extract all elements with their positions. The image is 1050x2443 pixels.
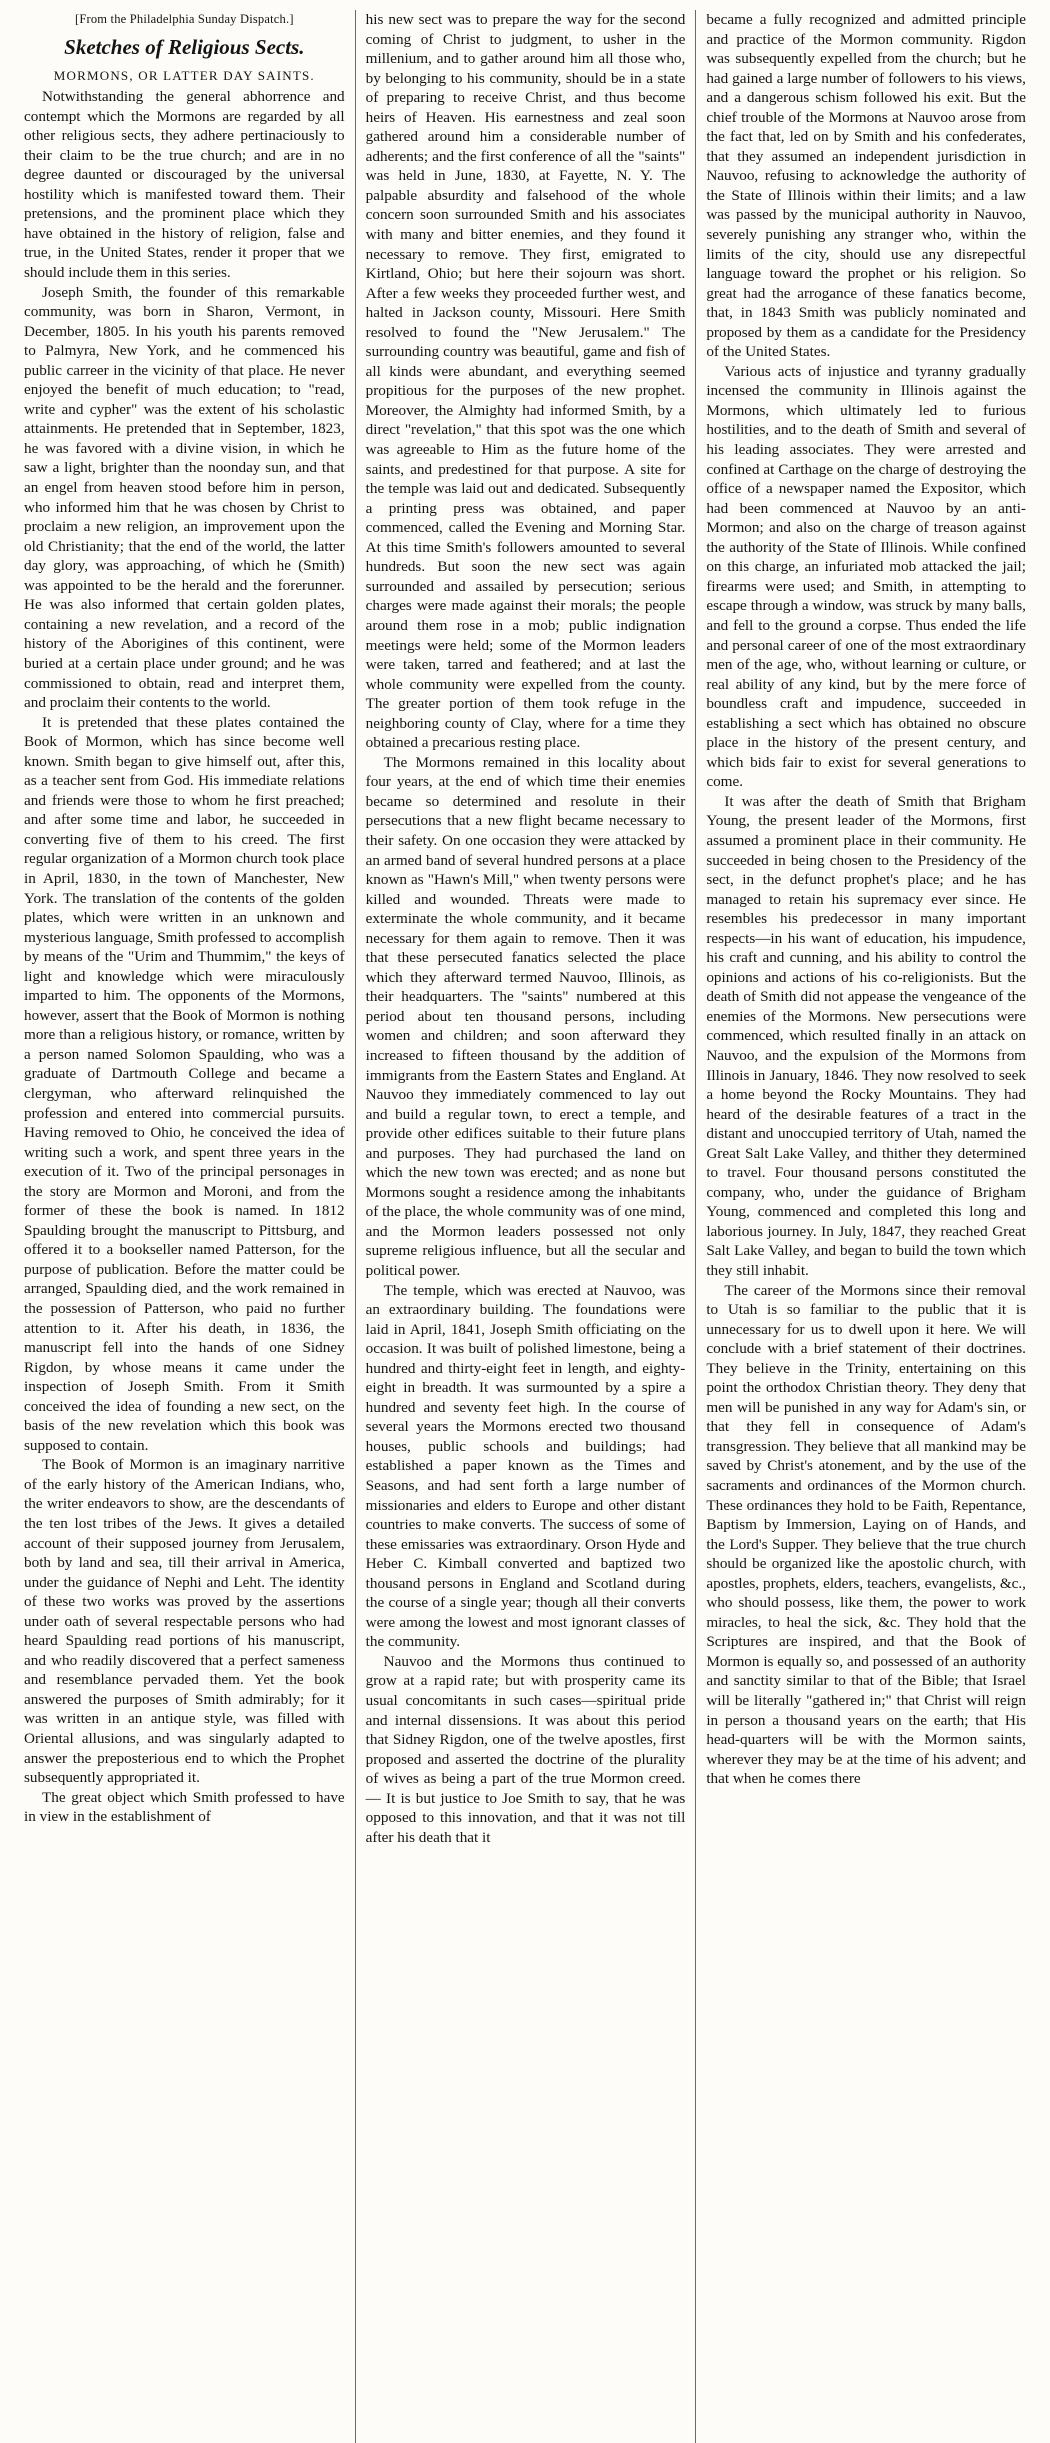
article-headline: Sketches of Religious Sects. — [64, 34, 305, 59]
article-paragraph: Notwithstanding the general abhorrence and contempt which the Mormons are regarded by all other religious sects, they adhere pertinaciously to their claim to be the true church; and are in no degree daunted or discouraged by the universal hostility which is manifested toward them. Their pretensions, and the prominent place which they have obtained in the history of religion, false and true, in the United States, render it proper that we should include them in this series. — [24, 88, 345, 282]
article-column-2 — [355, 10, 696, 2443]
article-paragraph: Nauvoo and the Mormons thus continued to grow at a rapid rate; but with prosperity came its usual concomitants in such cases—spiritual pride and internal dissensions. It was about this period that Sidney Rigdon, one of the twelve apostles, first proposed and asserted the doctrine of the plurality of wives as being a part of the true Mormon creed.— It is but justice to Joe Smith to say, that he was opposed to this innovation, and that it was not till after his death that it — [365, 1652, 686, 1846]
article-paragraph: The great object which Smith professed to have in view in the establishment of — [24, 1788, 345, 1826]
article-paragraph: The Book of Mormon is an imaginary narritive of the early history of the American Indians, who, the writer endeavors to show, are the descendants of the ten lost tribes of the Jews. It gives a detailed account of their supposed journey from Jerusalem, both by land and sea, till their arrival in America, under the guidance of Nephi and Leht. The identity of these two works was proved by the assertions under oath of several respectable persons who had heard Spaulding read portions of his manuscript, and who readily discovered that a perfect sameness and resemblance pervaded them. Yet the book answered the purposes of Smith admirably; for it was written in an antique style, was filled with Oriental allusions, and was singularly adapted to answer the preposterious end to which the Prophet subsequently appropriated it. — [24, 1456, 345, 1787]
source-line: [From the Philadelphia Sunday Dispatch.] — [74, 12, 294, 26]
article-column-3 — [695, 10, 1036, 2443]
article-paragraph: The Mormons remained in this locality about four years, at the end of which time their enemies became so determined and resolute in their persecutions that a new flight became necessary to their safety. On one occasion they were attacked by an armed band of several hundred persons at a place known as "Hawn's Mill," when twenty persons were killed and wounded. Threats were made to exterminate the whole community, and it became necessary for them again to remove. Then it was that these persecuted fanatics selected the place which they afterward termed Nauvoo, Illinois, as their headquarters. The "saints" numbered at this period about ten thousand persons, including women and children; and soon afterward they increased to fifteen thousand by the addition of immigrants from the Eastern States and England. At Nauvoo they immediately commenced to lay out and build a regular town, to erect a temple, and provide other edifices suitable to their future plans and purposes. They had purchased the land on which the new town was erected; and as none but Mormons sought a residence among the inhabitants of the place, the whole community was of one mind, and the Mormon leaders possessed not only supreme religious influence, but all the secular and political power. — [365, 753, 686, 1279]
article-column-1 — [14, 10, 355, 2443]
article-paragraph: The temple, which was erected at Nauvoo, was an extraordinary building. The foundations were laid in April, 1841, Joseph Smith officiating on the occasion. It was built of polished limestone, being a hundred and thirty-eight feet in length, and eighty-eight in breadth. It was surmounted by a spire a hundred and seventy feet high. In the course of several years the Mormons erected two thousand houses, public schools and buildings; had established a paper known as the Times and Seasons, and had sent forth a large number of missionaries and elders to Europe and other distant countries to make converts. The success of some of these emissaries was extraordinary. Orson Hyde and Heber C. Kimball converted and baptized two thousand persons in England and Scotland during the course of a single year; though all their converts were among the lowest and most ignorant classes of the community. — [365, 1281, 686, 1651]
article-paragraph: became a fully recognized and admitted principle and practice of the Mormon community. Rigdon was subsequently expelled from the church; but he had gained a large number of followers to his views, and a dangerous schism followed his exit. But the chief trouble of the Mormons at Nauvoo arose from the fact that, led on by Smith and his confederates, that they assumed an independent jurisdiction in Nauvoo, refusing to acknowledge the authority of the State of Illinois within their limits; and a law was passed by the municipal authority in Nauvoo, severely punishing any stranger who, within the limits of the city, should use any disrepectful language toward the prophet or his religion. So great had the arrogance of these fanatics become, that, in 1843 Smith was publicly nominated and proposed by them as a candidate for the Presidency of the United States. — [706, 11, 1026, 361]
article-subhead: MORMONS, OR LATTER DAY SAINTS. — [53, 67, 315, 83]
article-paragraph: Various acts of injustice and tyranny gradually incensed the community in Illinois against the Mormons, which ultimately led to furious hostilities, and to the death of Smith and several of his leading associates. They were arrested and confined at Carthage on the charge of destroying the office of a newspaper named the Expositor, which had been commenced at Nauvoo by an anti-Mormon; and also on the charge of treason against the authority of the State of Illinois. While confined on this charge, an infuriated mob attacked the jail; firearms were used; and Smith, in attempting to escape through a window, was struck by many balls, and fell to the ground a corpse. Thus ended the life and personal career of one of the most extraordinary men of the age, who, without learning or culture, or real ability of any kind, but by the mere force of boundless craft and impudence, succeeded in establishing a sect which has obtained no obscure place in the history of the present century, and which bids fair to exist for several generations to come. — [706, 362, 1026, 791]
article-paragraph: It is pretended that these plates contained the Book of Mormon, which has since become well known. Smith began to give himself out, after this, as a teacher sent from God. His immediate relations and friends were those to whom he first preached; and after some time and labor, he succeeded in converting five of them to his creed. The first regular organization of a Mormon church took place in April, 1830, in the town of Manchester, New York. The translation of the contents of the golden plates, which were written in an unknown and mysterious language, Smith professed to accomplish by means of the "Urim and Thummim," the keys of light and knowledge which were miraculously imparted to him. The opponents of the Mormons, however, assert that the Book of Mormon is nothing more than a religious history, or romance, written by a person named Solomon Spaulding, who was a graduate of Dartmouth College and became a clergyman, who afterward relinquished the profession and entered into commercial pursuits. Having removed to Ohio, he conceived the idea of writing such a work, and spent three years in the execution of it. Two of the principal personages in the story are Mormon and Moroni, and from the former of these the book is named. In 1812 Spaulding brought the manuscript to Pittsburg, and offered it to a bookseller named Patterson, for the purpose of publication. Before the matter could be arranged, Spaulding died, and the work remained in the possession of Patterson, who paid no further attention to it. After his death, in 1836, the manuscript fell into the hands of one Sidney Rigdon, by whose means it came under the inspection of Joseph Smith. From it Smith conceived the idea of founding a new sect, on the basis of the new revelation which this book was supposed to contain. — [24, 713, 345, 1454]
article-paragraph: It was after the death of Smith that Brigham Young, the present leader of the Mormons, first assumed a prominent place in their community. He succeeded in being chosen to the Presidency of the sect, in the defunct prophet's place; and he has managed to retain his supremacy ever since. He resembles his predecessor in many important respects—in his want of education, his impudence, his craft and cunning, and his ability to control the opinions and actions of his co-religionists. But the death of Smith did not appease the vengeance of the enemies of the Mormons. New persecutions were commenced, which resulted finally in an attack on Nauvoo, and the expulsion of the Mormons from Illinois in January, 1846. They now resolved to seek a home beyond the Rocky Mountains. They had heard of the desirable features of a tract in the distant and unoccupied territory of Utah, named the Great Salt Lake Valley, and thither they determined to travel. Four thousand persons constituted the company, who, under the guidance of Brigham Young, commenced and completed this long and laborious journey. In July, 1847, they reached Great Salt Lake Valley, and began to build the town which they still inhabit. — [706, 792, 1026, 1279]
article-paragraph: Joseph Smith, the founder of this remarkable community, was born in Sharon, Vermont, in December, 1805. In his youth his parents removed to Palmyra, New York, and he commenced his public carreer in the vicinity of that place. He never enjoyed the benefit of much education; to "read, write and cypher" was the extent of his scholastic attainments. He pretended that in September, 1823, he was favored with a divine vision, in which he saw a light, brighter than the noonday sun, and that an engel from heaven stood before him in person, who informed him that he was chosen by Christ to proclaim a new religion, an improvement upon the old Christianity; that the end of the world, the latter day glory, was approaching, of which he (Smith) was appointed to be the herald and the forerunner. He was also informed that certain golden plates, containing a new revelation, and a record of the history of the Aborigines of this continent, were buried at a certain place under ground; and he was commissioned to obtain, read and interpret them, and proclaim their contents to the world. — [24, 283, 345, 712]
article-paragraph: The career of the Mormons since their removal to Utah is so familiar to the public that it is unnecessary for us to dwell upon it here. We will conclude with a brief statement of their doctrines. They believe in the Trinity, entertaining on this point the orthodox Christian theory. They deny that men will be punished in any way for Adam's sin, or that they fell in consequence of Adam's transgression. They believe that all mankind may be saved by Christ's atonement, and by the use of the sacraments and ordinances of the Mormon church. These ordinances they hold to be Faith, Repentance, Baptism by Immersion, Laying on of Hands, and the Lord's Supper. They believe that the true church should be organized like the apostolic church, with apostles, prophets, elders, teachers, evangelists, &c., who should possess, like them, the power to work miracles, to heal the sick, &c. They hold that the Scriptures are inspired, and that the Book of Mormon is equally so, and possessed of an authority and sanctity similar to that of the Bible; that Israel will be literally "gathered in;" that Christ will reign in person a thousand years on the earth; that His head-quarters will be with the Mormon saints, wherever they may be at the time of his advent; and that when he comes there — [706, 1281, 1026, 1788]
article-paragraph: his new sect was to prepare the way for the second coming of Christ to judgment, to usher in the millenium, and to gather around him all those who, by belonging to his community, should be in a state of preparing to receive Christ, and thus become heirs of Heaven. His earnestness and zeal soon gathered around him a considerable number of adherents; and the first conference of all the "saints" was held in June, 1830, at Fayette, N. Y. The palpable absurdity and falsehood of the whole concern soon surrounded Smith and his associates with many and bitter enemies, and they found it necessary to remove. They first, emigrated to Kirtland, Ohio; but here their sojourn was short. After a few weeks they proceeded further west, and halted in Jackson county, Missouri. Here Smith resolved to found the "New Jerusalem." The surrounding country was beautiful, game and fish of all kinds were abundant, and everything seemed propitious for the purposes of the new prophet. Moreover, the Almighty had informed Smith, by a direct "revelation," that this spot was the one which was agreeable to Him as the future home of the saints, and predestined for that purpose. A site for the temple was laid out and dedicated. Subsequently a printing press was obtained, and paper commenced, called the Evening and Morning Star. At this time Smith's followers amounted to several hundreds. But soon the new sect was again surrounded and assailed by persecution; serious charges were made against their morals; the people around them rose in a mob; public indignation meetings were held; some of the Mormon leaders were taken, tarred and feathered; and at last the whole community were expelled from the county. The greater portion of them took refuge in the neighboring county of Clay, where for a time they obtained a precarious resting place. — [365, 11, 686, 752]
